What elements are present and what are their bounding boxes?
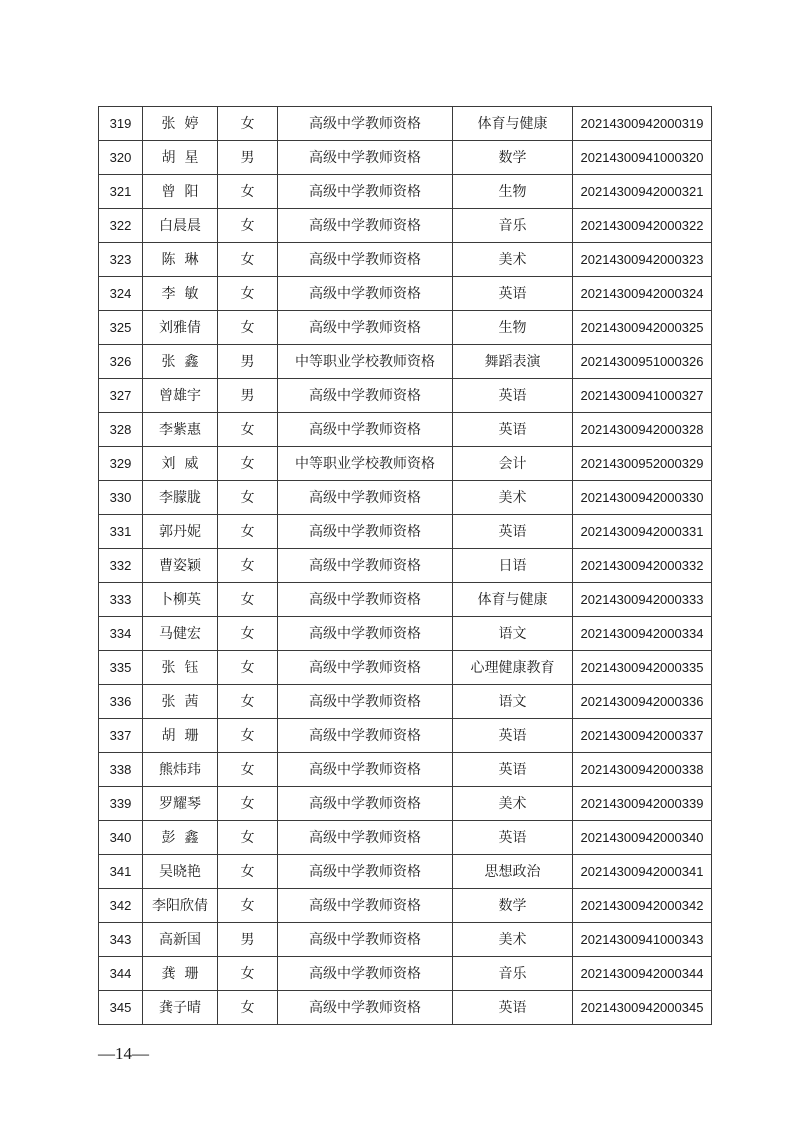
name-cell: 陈 琳 <box>143 243 218 277</box>
serial-number-cell: 332 <box>99 549 143 583</box>
qualification-type-cell: 高级中学教师资格 <box>278 923 453 957</box>
gender-cell: 女 <box>218 175 278 209</box>
name-cell: 罗耀琴 <box>143 787 218 821</box>
gender-cell: 女 <box>218 277 278 311</box>
certificate-number-cell: 20214300942000338 <box>573 753 712 787</box>
gender-cell: 女 <box>218 583 278 617</box>
table-row <box>99 277 712 311</box>
name-cell: 白晨晨 <box>143 209 218 243</box>
serial-number-cell: 337 <box>99 719 143 753</box>
serial-number-cell: 340 <box>99 821 143 855</box>
gender-cell: 女 <box>218 447 278 481</box>
certificate-number-cell: 20214300942000331 <box>573 515 712 549</box>
gender-cell: 女 <box>218 787 278 821</box>
certificate-number-cell: 20214300942000339 <box>573 787 712 821</box>
subject-cell: 语文 <box>453 617 573 651</box>
serial-number-cell: 335 <box>99 651 143 685</box>
qualification-type-cell: 高级中学教师资格 <box>278 685 453 719</box>
certificate-number-cell: 20214300942000344 <box>573 957 712 991</box>
serial-number-cell: 341 <box>99 855 143 889</box>
qualification-type-cell: 高级中学教师资格 <box>278 481 453 515</box>
qualification-type-cell: 高级中学教师资格 <box>278 175 453 209</box>
subject-cell: 英语 <box>453 821 573 855</box>
name-cell: 张 茜 <box>143 685 218 719</box>
certificate-number-cell: 20214300952000329 <box>573 447 712 481</box>
subject-cell: 舞蹈表演 <box>453 345 573 379</box>
serial-number-cell: 336 <box>99 685 143 719</box>
table-row <box>99 447 712 481</box>
table-row <box>99 175 712 209</box>
gender-cell: 女 <box>218 311 278 345</box>
serial-number-cell: 322 <box>99 209 143 243</box>
table-row <box>99 787 712 821</box>
subject-cell: 美术 <box>453 923 573 957</box>
subject-cell: 美术 <box>453 481 573 515</box>
qualification-type-cell: 高级中学教师资格 <box>278 821 453 855</box>
serial-number-cell: 343 <box>99 923 143 957</box>
certificate-number-cell: 20214300942000323 <box>573 243 712 277</box>
table-row <box>99 583 712 617</box>
serial-number-cell: 342 <box>99 889 143 923</box>
name-cell: 胡 珊 <box>143 719 218 753</box>
subject-cell: 生物 <box>453 175 573 209</box>
serial-number-cell: 320 <box>99 141 143 175</box>
table-row <box>99 957 712 991</box>
roster-table-body <box>99 107 712 1025</box>
certificate-number-cell: 20214300942000324 <box>573 277 712 311</box>
qualification-type-cell: 中等职业学校教师资格 <box>278 447 453 481</box>
certificate-number-cell: 20214300942000325 <box>573 311 712 345</box>
table-row <box>99 923 712 957</box>
table-row <box>99 243 712 277</box>
gender-cell: 女 <box>218 719 278 753</box>
subject-cell: 心理健康教育 <box>453 651 573 685</box>
gender-cell: 女 <box>218 991 278 1025</box>
name-cell: 李阳欣倩 <box>143 889 218 923</box>
qualification-type-cell: 高级中学教师资格 <box>278 379 453 413</box>
certificate-number-cell: 20214300942000335 <box>573 651 712 685</box>
serial-number-cell: 344 <box>99 957 143 991</box>
serial-number-cell: 325 <box>99 311 143 345</box>
subject-cell: 日语 <box>453 549 573 583</box>
gender-cell: 女 <box>218 617 278 651</box>
table-row <box>99 515 712 549</box>
qualification-type-cell: 高级中学教师资格 <box>278 107 453 141</box>
table-row <box>99 753 712 787</box>
table-row <box>99 651 712 685</box>
qualification-type-cell: 高级中学教师资格 <box>278 209 453 243</box>
name-cell: 吴晓艳 <box>143 855 218 889</box>
name-cell: 曹姿颖 <box>143 549 218 583</box>
table-row <box>99 481 712 515</box>
serial-number-cell: 333 <box>99 583 143 617</box>
qualification-type-cell: 高级中学教师资格 <box>278 719 453 753</box>
table-row <box>99 107 712 141</box>
subject-cell: 美术 <box>453 243 573 277</box>
subject-cell: 体育与健康 <box>453 583 573 617</box>
certificate-number-cell: 20214300942000336 <box>573 685 712 719</box>
name-cell: 李 敏 <box>143 277 218 311</box>
subject-cell: 英语 <box>453 991 573 1025</box>
subject-cell: 美术 <box>453 787 573 821</box>
table-row <box>99 379 712 413</box>
name-cell: 彭 鑫 <box>143 821 218 855</box>
gender-cell: 女 <box>218 651 278 685</box>
certificate-number-cell: 20214300942000333 <box>573 583 712 617</box>
qualification-type-cell: 高级中学教师资格 <box>278 957 453 991</box>
serial-number-cell: 345 <box>99 991 143 1025</box>
serial-number-cell: 326 <box>99 345 143 379</box>
table-row <box>99 719 712 753</box>
name-cell: 龚子晴 <box>143 991 218 1025</box>
subject-cell: 生物 <box>453 311 573 345</box>
serial-number-cell: 319 <box>99 107 143 141</box>
name-cell: 张 鑫 <box>143 345 218 379</box>
certificate-number-cell: 20214300942000334 <box>573 617 712 651</box>
certificate-number-cell: 20214300942000319 <box>573 107 712 141</box>
gender-cell: 女 <box>218 753 278 787</box>
gender-cell: 女 <box>218 855 278 889</box>
qualification-type-cell: 高级中学教师资格 <box>278 889 453 923</box>
qualification-type-cell: 中等职业学校教师资格 <box>278 345 453 379</box>
serial-number-cell: 324 <box>99 277 143 311</box>
table-row <box>99 209 712 243</box>
qualification-type-cell: 高级中学教师资格 <box>278 617 453 651</box>
qualification-type-cell: 高级中学教师资格 <box>278 141 453 175</box>
gender-cell: 女 <box>218 209 278 243</box>
qualification-type-cell: 高级中学教师资格 <box>278 787 453 821</box>
table-row <box>99 413 712 447</box>
name-cell: 马健宏 <box>143 617 218 651</box>
serial-number-cell: 339 <box>99 787 143 821</box>
page-number: —14— <box>98 1044 149 1063</box>
table-row <box>99 685 712 719</box>
certificate-number-cell: 20214300942000342 <box>573 889 712 923</box>
subject-cell: 数学 <box>453 141 573 175</box>
gender-cell: 女 <box>218 107 278 141</box>
table-row <box>99 889 712 923</box>
gender-cell: 女 <box>218 821 278 855</box>
qualification-type-cell: 高级中学教师资格 <box>278 583 453 617</box>
certificate-number-cell: 20214300942000340 <box>573 821 712 855</box>
serial-number-cell: 321 <box>99 175 143 209</box>
subject-cell: 英语 <box>453 753 573 787</box>
qualification-type-cell: 高级中学教师资格 <box>278 651 453 685</box>
certificate-number-cell: 20214300941000327 <box>573 379 712 413</box>
serial-number-cell: 334 <box>99 617 143 651</box>
qualification-type-cell: 高级中学教师资格 <box>278 311 453 345</box>
roster-table <box>98 106 712 1025</box>
qualification-type-cell: 高级中学教师资格 <box>278 991 453 1025</box>
name-cell: 曾 阳 <box>143 175 218 209</box>
name-cell: 高新国 <box>143 923 218 957</box>
qualification-type-cell: 高级中学教师资格 <box>278 855 453 889</box>
serial-number-cell: 331 <box>99 515 143 549</box>
name-cell: 张 钰 <box>143 651 218 685</box>
qualification-type-cell: 高级中学教师资格 <box>278 549 453 583</box>
gender-cell: 男 <box>218 379 278 413</box>
gender-cell: 女 <box>218 889 278 923</box>
serial-number-cell: 329 <box>99 447 143 481</box>
serial-number-cell: 327 <box>99 379 143 413</box>
certificate-number-cell: 20214300942000321 <box>573 175 712 209</box>
table-row <box>99 345 712 379</box>
gender-cell: 女 <box>218 957 278 991</box>
certificate-number-cell: 20214300942000332 <box>573 549 712 583</box>
subject-cell: 英语 <box>453 719 573 753</box>
certificate-number-cell: 20214300941000343 <box>573 923 712 957</box>
serial-number-cell: 338 <box>99 753 143 787</box>
subject-cell: 英语 <box>453 379 573 413</box>
name-cell: 曾雄宇 <box>143 379 218 413</box>
subject-cell: 会计 <box>453 447 573 481</box>
serial-number-cell: 328 <box>99 413 143 447</box>
certificate-number-cell: 20214300942000337 <box>573 719 712 753</box>
gender-cell: 男 <box>218 345 278 379</box>
name-cell: 卜柳英 <box>143 583 218 617</box>
gender-cell: 女 <box>218 413 278 447</box>
table-row <box>99 821 712 855</box>
table-row <box>99 617 712 651</box>
certificate-number-cell: 20214300942000328 <box>573 413 712 447</box>
name-cell: 刘雅倩 <box>143 311 218 345</box>
certificate-number-cell: 20214300951000326 <box>573 345 712 379</box>
gender-cell: 女 <box>218 515 278 549</box>
gender-cell: 女 <box>218 243 278 277</box>
qualification-type-cell: 高级中学教师资格 <box>278 753 453 787</box>
name-cell: 李朦胧 <box>143 481 218 515</box>
qualification-type-cell: 高级中学教师资格 <box>278 243 453 277</box>
serial-number-cell: 330 <box>99 481 143 515</box>
gender-cell: 男 <box>218 923 278 957</box>
subject-cell: 思想政治 <box>453 855 573 889</box>
subject-cell: 英语 <box>453 277 573 311</box>
name-cell: 胡 星 <box>143 141 218 175</box>
gender-cell: 女 <box>218 549 278 583</box>
certificate-number-cell: 20214300942000330 <box>573 481 712 515</box>
subject-cell: 音乐 <box>453 209 573 243</box>
serial-number-cell: 323 <box>99 243 143 277</box>
subject-cell: 体育与健康 <box>453 107 573 141</box>
subject-cell: 数学 <box>453 889 573 923</box>
gender-cell: 女 <box>218 481 278 515</box>
name-cell: 刘 威 <box>143 447 218 481</box>
qualification-type-cell: 高级中学教师资格 <box>278 277 453 311</box>
name-cell: 李紫惠 <box>143 413 218 447</box>
name-cell: 郭丹妮 <box>143 515 218 549</box>
certificate-number-cell: 20214300942000345 <box>573 991 712 1025</box>
name-cell: 熊炜玮 <box>143 753 218 787</box>
table-row <box>99 311 712 345</box>
certificate-number-cell: 20214300942000341 <box>573 855 712 889</box>
subject-cell: 音乐 <box>453 957 573 991</box>
subject-cell: 英语 <box>453 413 573 447</box>
table-row <box>99 855 712 889</box>
qualification-type-cell: 高级中学教师资格 <box>278 413 453 447</box>
certificate-number-cell: 20214300942000322 <box>573 209 712 243</box>
name-cell: 张 婷 <box>143 107 218 141</box>
table-row <box>99 549 712 583</box>
gender-cell: 女 <box>218 685 278 719</box>
table-row <box>99 141 712 175</box>
table-row <box>99 991 712 1025</box>
subject-cell: 语文 <box>453 685 573 719</box>
gender-cell: 男 <box>218 141 278 175</box>
subject-cell: 英语 <box>453 515 573 549</box>
certificate-number-cell: 20214300941000320 <box>573 141 712 175</box>
name-cell: 龚 珊 <box>143 957 218 991</box>
qualification-type-cell: 高级中学教师资格 <box>278 515 453 549</box>
